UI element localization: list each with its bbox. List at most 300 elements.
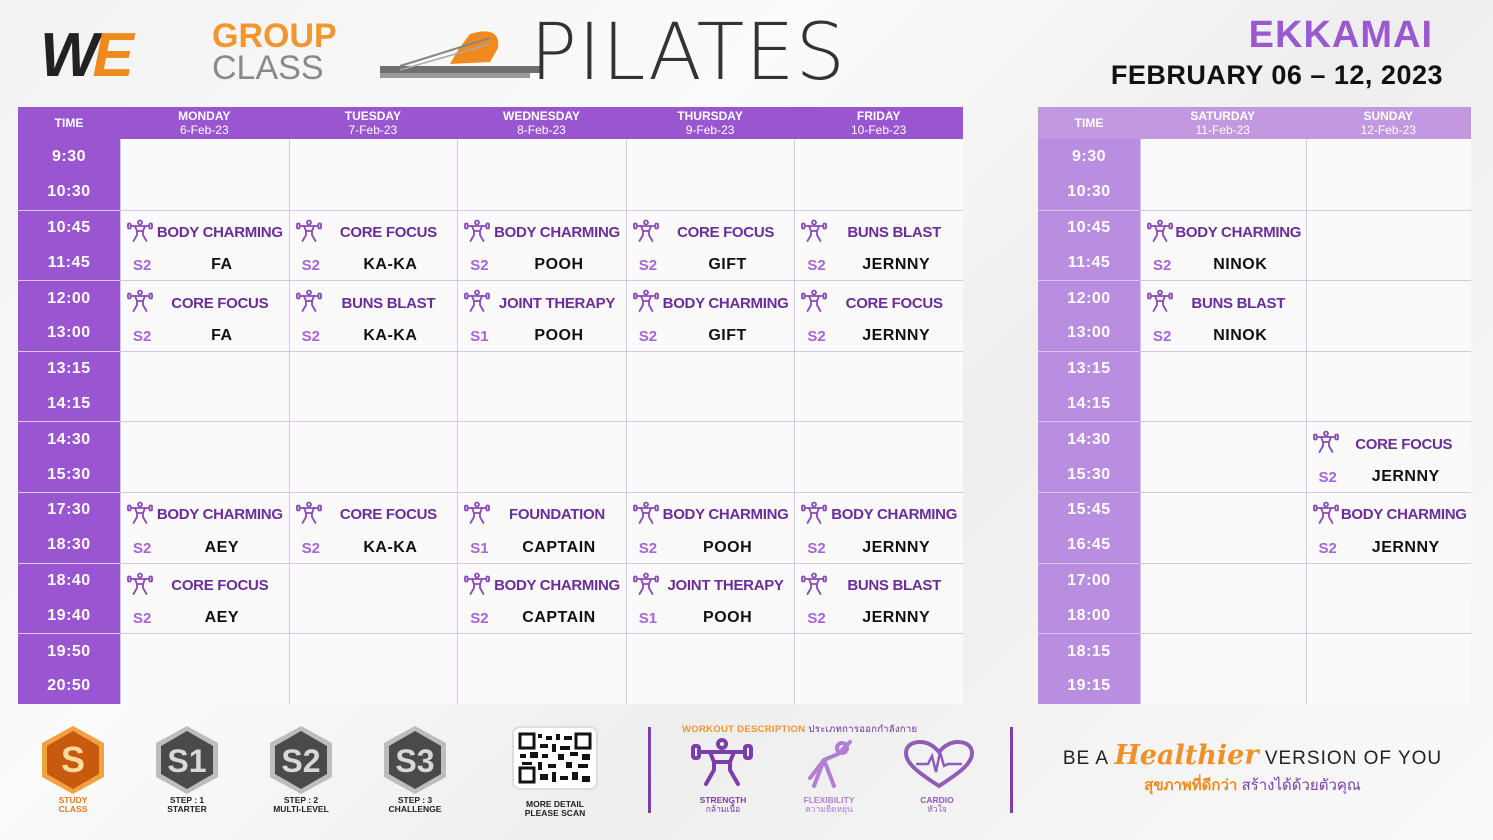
empty-cell bbox=[1306, 211, 1472, 281]
start-time: 19:50 bbox=[47, 642, 91, 660]
level-caption-line2: STARTER bbox=[167, 804, 207, 814]
coach-name: KA-KA bbox=[363, 256, 418, 274]
empty-cell bbox=[1140, 422, 1306, 492]
level-caption-line1: STEP : 3 bbox=[397, 795, 433, 805]
coach-name: POOH bbox=[534, 326, 584, 344]
class-cell[interactable] bbox=[1306, 422, 1472, 492]
empty-cell bbox=[626, 352, 795, 422]
empty-cell bbox=[289, 352, 458, 422]
end-time: 18:30 bbox=[47, 536, 91, 554]
level-badge: S2 bbox=[1153, 257, 1172, 275]
time-slot-row bbox=[1038, 351, 1471, 422]
strength-icon bbox=[1147, 219, 1173, 243]
workout-type-label: CARDIO bbox=[920, 795, 954, 805]
qr-code-icon bbox=[518, 732, 592, 784]
strength-icon bbox=[464, 289, 490, 313]
workout-description bbox=[660, 722, 1010, 822]
day-header-friday bbox=[794, 107, 963, 139]
qr-code[interactable] bbox=[512, 726, 598, 790]
workout-title-en: WORKOUT DESCRIPTION bbox=[682, 724, 806, 735]
class-name: CORE FOCUS bbox=[171, 294, 269, 312]
level-badge: S2 bbox=[638, 539, 658, 557]
start-time: 18:15 bbox=[1067, 642, 1111, 660]
svg-text:S3: S3 bbox=[395, 743, 435, 779]
weekend-schedule-table bbox=[1038, 107, 1471, 703]
empty-cell bbox=[289, 422, 458, 492]
time-cell bbox=[1038, 564, 1140, 634]
workout-title-th: ประเภทการออกกำลังกาย bbox=[808, 724, 918, 735]
level-badge: S2 bbox=[807, 257, 826, 275]
start-time: 17:30 bbox=[47, 501, 91, 519]
branch-name: EKKAMAI bbox=[1248, 14, 1433, 56]
empty-cell bbox=[457, 634, 626, 704]
time-cell bbox=[1038, 493, 1140, 563]
logo-class-text: CLASS bbox=[212, 49, 324, 87]
level-badge: S2 bbox=[807, 539, 826, 557]
class-cell[interactable] bbox=[120, 281, 289, 351]
class-name: BODY CHARMING bbox=[1340, 506, 1467, 524]
class-name: JOINT THERAPY bbox=[667, 577, 784, 595]
svg-text:S: S bbox=[60, 739, 86, 780]
class-cell[interactable] bbox=[1306, 493, 1472, 563]
class-name: JOINT THERAPY bbox=[498, 294, 616, 312]
day-name: TUESDAY bbox=[344, 109, 402, 123]
tagline-pre: BE A bbox=[1062, 748, 1109, 769]
level-badge: S1 bbox=[470, 539, 489, 557]
empty-cell bbox=[120, 634, 289, 704]
svg-text:S1: S1 bbox=[167, 743, 207, 779]
cardio-icon bbox=[904, 740, 974, 790]
class-name: BODY CHARMING bbox=[494, 224, 620, 242]
end-time: 10:30 bbox=[1067, 182, 1111, 200]
time-slot-row bbox=[18, 492, 963, 563]
tagline-script: Healthier bbox=[1114, 740, 1259, 771]
class-cell[interactable] bbox=[120, 493, 289, 563]
class-name: BODY CHARMING bbox=[662, 506, 789, 524]
svg-text:S2: S2 bbox=[281, 743, 321, 779]
coach-name: CAPTAIN bbox=[522, 609, 596, 627]
weekend-table-body bbox=[1038, 139, 1471, 704]
class-cell[interactable] bbox=[794, 211, 963, 281]
class-cell[interactable] bbox=[1140, 281, 1306, 351]
start-time: 13:15 bbox=[47, 360, 91, 378]
class-name: BODY CHARMING bbox=[662, 294, 789, 312]
class-name: BUNS BLAST bbox=[341, 294, 436, 312]
level-badge-s3-icon bbox=[380, 724, 450, 796]
class-cell[interactable] bbox=[626, 564, 795, 634]
class-name: CORE FOCUS bbox=[845, 294, 943, 312]
end-time: 13:00 bbox=[47, 324, 91, 342]
level-caption-line2: CHALLENGE bbox=[388, 804, 442, 814]
level-caption bbox=[246, 796, 356, 814]
day-date: 10-Feb-23 bbox=[850, 123, 907, 137]
empty-cell bbox=[626, 634, 795, 704]
empty-cell bbox=[794, 139, 963, 210]
coach-name: JERNNY bbox=[862, 538, 931, 556]
level-caption-line1: STEP : 2 bbox=[283, 795, 319, 805]
class-cell[interactable] bbox=[457, 281, 626, 351]
level-badge-s-icon bbox=[38, 724, 108, 796]
day-name: MONDAY bbox=[178, 109, 231, 123]
day-date: 8-Feb-23 bbox=[517, 123, 566, 137]
logo-group-text: GROUP bbox=[212, 17, 337, 55]
coach-name: AEY bbox=[204, 538, 239, 556]
end-time: 15:30 bbox=[1067, 465, 1111, 483]
time-cell bbox=[18, 564, 120, 634]
level-badge: S2 bbox=[807, 610, 826, 628]
coach-name: KA-KA bbox=[363, 326, 418, 344]
time-cell bbox=[18, 352, 120, 422]
strength-icon bbox=[127, 572, 153, 596]
level-caption bbox=[132, 796, 242, 814]
time-slot-row bbox=[1038, 139, 1471, 210]
time-cell bbox=[1038, 139, 1140, 210]
time-slot-row bbox=[1038, 633, 1471, 704]
strength-icon bbox=[127, 501, 153, 525]
time-cell bbox=[18, 139, 120, 210]
coach-name: JERNNY bbox=[1371, 467, 1440, 485]
flexibility-icon bbox=[800, 738, 856, 790]
coach-name: CAPTAIN bbox=[522, 538, 596, 556]
start-time: 14:30 bbox=[47, 430, 91, 448]
strength-icon bbox=[633, 289, 659, 313]
class-cell[interactable] bbox=[289, 281, 458, 351]
start-time: 12:00 bbox=[1067, 289, 1111, 307]
empty-cell bbox=[1306, 564, 1472, 634]
logo-pilates-text: PILATES bbox=[530, 8, 847, 98]
time-slot-row bbox=[1038, 210, 1471, 281]
start-time: 9:30 bbox=[1071, 147, 1107, 165]
class-cell[interactable] bbox=[120, 211, 289, 281]
end-time: 15:30 bbox=[47, 465, 91, 483]
qr-caption-line2: PLEASE SCAN bbox=[524, 808, 586, 818]
class-cell[interactable] bbox=[457, 564, 626, 634]
day-header-wednesday bbox=[457, 107, 626, 139]
level-caption-line1: STUDY bbox=[58, 795, 88, 805]
level-caption-line2: CLASS bbox=[58, 804, 88, 814]
start-time: 12:00 bbox=[47, 289, 91, 307]
workout-type-label-th: กล้ามเนื้อ bbox=[705, 804, 741, 814]
level-badge-s2-icon bbox=[266, 724, 336, 796]
level-caption-line1: STEP : 1 bbox=[169, 795, 205, 805]
end-time: 16:45 bbox=[1067, 536, 1111, 554]
qr-caption bbox=[500, 800, 610, 818]
empty-cell bbox=[1140, 634, 1306, 704]
time-cell bbox=[1038, 352, 1140, 422]
coach-name: AEY bbox=[204, 609, 239, 627]
coach-name: POOH bbox=[703, 609, 753, 627]
level-badge: S2 bbox=[301, 539, 320, 557]
time-slot-row bbox=[18, 633, 963, 704]
end-time: 20:50 bbox=[47, 677, 91, 695]
empty-cell bbox=[1140, 139, 1306, 210]
strength-icon bbox=[464, 572, 490, 596]
class-name: CORE FOCUS bbox=[1355, 435, 1453, 453]
day-header-monday bbox=[120, 107, 289, 139]
class-name: BUNS BLAST bbox=[847, 577, 941, 595]
day-date: 6-Feb-23 bbox=[179, 123, 229, 137]
empty-cell bbox=[289, 564, 458, 634]
tagline-th-highlight: สุขภาพที่ดีกว่า bbox=[1144, 777, 1238, 794]
brand-logo bbox=[40, 8, 860, 98]
strength-icon bbox=[296, 289, 322, 313]
workout-type-caption bbox=[892, 796, 982, 814]
coach-name: KA-KA bbox=[363, 538, 418, 556]
coach-name: NINOK bbox=[1213, 256, 1268, 274]
class-cell[interactable] bbox=[289, 211, 458, 281]
strength-icon bbox=[296, 219, 322, 243]
time-slot-row bbox=[18, 351, 963, 422]
class-cell[interactable] bbox=[794, 281, 963, 351]
time-slot-row bbox=[18, 421, 963, 492]
coach-name: GIFT bbox=[708, 256, 747, 274]
class-name: BODY CHARMING bbox=[156, 506, 283, 524]
empty-cell bbox=[289, 139, 458, 210]
end-time: 14:15 bbox=[1067, 394, 1111, 412]
strength-icon bbox=[127, 219, 153, 243]
time-cell bbox=[18, 281, 120, 351]
strength-icon bbox=[1313, 501, 1339, 525]
class-name: CORE FOCUS bbox=[339, 224, 437, 242]
end-time: 19:40 bbox=[47, 606, 91, 624]
day-date: 9-Feb-23 bbox=[685, 123, 735, 137]
level-badge: S2 bbox=[1153, 327, 1172, 345]
strength-icon bbox=[801, 219, 827, 243]
level-badge: S2 bbox=[133, 610, 152, 628]
level-caption-line2: MULTI-LEVEL bbox=[273, 804, 329, 814]
empty-cell bbox=[1140, 352, 1306, 422]
time-cell bbox=[18, 422, 120, 492]
day-date: 7-Feb-23 bbox=[348, 123, 398, 137]
class-cell[interactable] bbox=[457, 493, 626, 563]
level-caption bbox=[360, 796, 470, 814]
workout-type-caption bbox=[784, 796, 874, 814]
strength-icon bbox=[633, 219, 659, 243]
empty-cell bbox=[457, 422, 626, 492]
start-time: 13:15 bbox=[1067, 360, 1111, 378]
coach-name: POOH bbox=[703, 538, 753, 556]
date-range: FEBRUARY 06 – 12, 2023 bbox=[1110, 60, 1443, 90]
class-name: FOUNDATION bbox=[509, 506, 605, 524]
tagline-post: VERSION OF YOU bbox=[1264, 748, 1443, 769]
empty-cell bbox=[794, 634, 963, 704]
time-slot-row bbox=[1038, 563, 1471, 634]
end-time: 11:45 bbox=[47, 253, 91, 271]
time-slot-row bbox=[1038, 492, 1471, 563]
divider bbox=[648, 727, 651, 813]
strength-icon bbox=[801, 289, 827, 313]
level-badge: S2 bbox=[301, 257, 320, 275]
day-name: WEDNESDAY bbox=[503, 109, 580, 123]
end-time: 11:45 bbox=[1067, 253, 1111, 271]
workout-type-label-th: ความยืดหยุ่น bbox=[805, 804, 853, 814]
class-name: BODY CHARMING bbox=[494, 577, 620, 595]
empty-cell bbox=[794, 422, 963, 492]
class-name: BODY CHARMING bbox=[156, 224, 283, 242]
time-cell bbox=[18, 493, 120, 563]
level-badge: S2 bbox=[470, 610, 489, 628]
end-time: 10:30 bbox=[47, 182, 91, 200]
empty-cell bbox=[1140, 493, 1306, 563]
tagline bbox=[1030, 740, 1475, 797]
time-slot-row bbox=[1038, 280, 1471, 351]
day-name: FRIDAY bbox=[856, 109, 901, 123]
time-slot-row bbox=[18, 210, 963, 281]
empty-cell bbox=[120, 139, 289, 210]
coach-name: JERNNY bbox=[862, 256, 931, 274]
day-header-thursday bbox=[626, 107, 795, 139]
level-badge: S2 bbox=[638, 257, 658, 275]
strength-icon bbox=[464, 501, 490, 525]
empty-cell bbox=[289, 634, 458, 704]
level-badge: S2 bbox=[807, 327, 826, 345]
tagline-th-rest: สร้างได้ด้วยตัวคุณ bbox=[1241, 777, 1361, 794]
time-cell bbox=[1038, 422, 1140, 492]
level-badge: S2 bbox=[1318, 539, 1337, 557]
level-badge: S1 bbox=[470, 327, 489, 345]
class-cell[interactable] bbox=[289, 493, 458, 563]
weekday-table-body bbox=[18, 139, 963, 704]
class-name: BODY CHARMING bbox=[831, 506, 958, 524]
time-slot-row bbox=[1038, 421, 1471, 492]
empty-cell bbox=[457, 139, 626, 210]
level-badge: S2 bbox=[133, 257, 152, 275]
start-time: 9:30 bbox=[51, 147, 87, 165]
time-cell bbox=[1038, 211, 1140, 281]
strength-icon bbox=[690, 738, 754, 790]
class-cell[interactable] bbox=[120, 564, 289, 634]
time-cell bbox=[1038, 281, 1140, 351]
time-column-header: TIME bbox=[1074, 116, 1104, 130]
weekend-table-header bbox=[1038, 107, 1471, 139]
empty-cell bbox=[1306, 634, 1472, 704]
day-name: THURSDAY bbox=[677, 109, 743, 123]
empty-cell bbox=[1306, 352, 1472, 422]
workout-type-label: STRENGTH bbox=[699, 795, 747, 805]
time-slot-row bbox=[18, 563, 963, 634]
level-badge: S2 bbox=[301, 327, 320, 345]
strength-icon bbox=[801, 572, 827, 596]
class-cell[interactable] bbox=[626, 211, 795, 281]
start-time: 10:45 bbox=[1067, 218, 1111, 236]
empty-cell bbox=[626, 422, 795, 492]
workout-description-title bbox=[682, 722, 917, 737]
strength-icon bbox=[464, 219, 490, 243]
empty-cell bbox=[1306, 281, 1472, 351]
level-badge: S2 bbox=[1318, 468, 1337, 486]
class-name: CORE FOCUS bbox=[171, 577, 269, 595]
empty-cell bbox=[120, 422, 289, 492]
day-name: SATURDAY bbox=[1190, 109, 1256, 123]
time-column-header: TIME bbox=[54, 116, 84, 130]
time-cell bbox=[1038, 634, 1140, 704]
level-badge-s1-icon bbox=[152, 724, 222, 796]
strength-icon bbox=[296, 501, 322, 525]
start-time: 10:45 bbox=[47, 218, 91, 236]
day-header-sunday bbox=[1306, 107, 1472, 139]
coach-name: JERNNY bbox=[862, 609, 931, 627]
empty-cell bbox=[120, 352, 289, 422]
level-badge: S2 bbox=[133, 539, 152, 557]
coach-name: FA bbox=[211, 326, 233, 344]
end-time: 19:15 bbox=[1067, 677, 1111, 695]
time-slot-row bbox=[18, 139, 963, 210]
day-date: 12-Feb-23 bbox=[1360, 123, 1416, 137]
empty-cell bbox=[626, 139, 795, 210]
class-name: BUNS BLAST bbox=[1191, 294, 1286, 312]
level-legend bbox=[18, 722, 638, 822]
level-caption bbox=[18, 796, 128, 814]
strength-icon bbox=[633, 572, 659, 596]
class-cell[interactable] bbox=[794, 493, 963, 563]
class-name: BUNS BLAST bbox=[847, 224, 941, 242]
empty-cell bbox=[794, 352, 963, 422]
tagline-en bbox=[1030, 740, 1475, 771]
workout-type-label-th: หัวใจ bbox=[927, 804, 947, 814]
empty-cell bbox=[1306, 139, 1472, 210]
weekday-table-header bbox=[18, 107, 963, 139]
strength-icon bbox=[1147, 289, 1173, 313]
empty-cell bbox=[1140, 564, 1306, 634]
level-badge: S2 bbox=[133, 327, 152, 345]
divider bbox=[1010, 727, 1013, 813]
day-date: 11-Feb-23 bbox=[1195, 123, 1250, 137]
class-name: CORE FOCUS bbox=[677, 224, 775, 242]
coach-name: GIFT bbox=[708, 326, 747, 344]
class-cell[interactable] bbox=[794, 564, 963, 634]
coach-name: JERNNY bbox=[862, 326, 931, 344]
coach-name: JERNNY bbox=[1371, 538, 1440, 556]
level-badge: S2 bbox=[470, 257, 489, 275]
class-cell[interactable] bbox=[626, 493, 795, 563]
reformer-icon bbox=[340, 26, 540, 86]
class-cell[interactable] bbox=[1140, 211, 1306, 281]
time-slot-row bbox=[18, 280, 963, 351]
weekday-schedule-table bbox=[18, 107, 963, 703]
level-badge: S1 bbox=[638, 610, 658, 628]
class-name: CORE FOCUS bbox=[339, 506, 437, 524]
day-name: SUNDAY bbox=[1363, 109, 1414, 123]
logo-we: WE bbox=[40, 21, 128, 90]
time-cell bbox=[18, 211, 120, 281]
day-header-saturday bbox=[1140, 107, 1306, 139]
start-time: 14:30 bbox=[1067, 430, 1111, 448]
coach-name: NINOK bbox=[1213, 326, 1268, 344]
start-time: 15:45 bbox=[1067, 501, 1111, 519]
workout-type-label: FLEXIBILITY bbox=[803, 795, 855, 805]
coach-name: POOH bbox=[534, 256, 584, 274]
end-time: 14:15 bbox=[47, 394, 91, 412]
class-cell[interactable] bbox=[626, 281, 795, 351]
level-badge: S2 bbox=[638, 327, 658, 345]
strength-icon bbox=[1313, 430, 1339, 454]
end-time: 13:00 bbox=[1067, 324, 1111, 342]
class-cell[interactable] bbox=[457, 211, 626, 281]
day-header-tuesday bbox=[289, 107, 458, 139]
class-name: BODY CHARMING bbox=[1175, 224, 1302, 242]
empty-cell bbox=[457, 352, 626, 422]
strength-icon bbox=[801, 501, 827, 525]
end-time: 18:00 bbox=[1067, 606, 1111, 624]
tagline-th bbox=[1030, 773, 1475, 797]
time-cell bbox=[18, 634, 120, 704]
start-time: 18:40 bbox=[47, 571, 91, 589]
qr-caption-line1: MORE DETAIL bbox=[526, 799, 584, 809]
workout-type-caption bbox=[678, 796, 768, 814]
strength-icon bbox=[633, 501, 659, 525]
coach-name: FA bbox=[211, 256, 233, 274]
strength-icon bbox=[127, 289, 153, 313]
